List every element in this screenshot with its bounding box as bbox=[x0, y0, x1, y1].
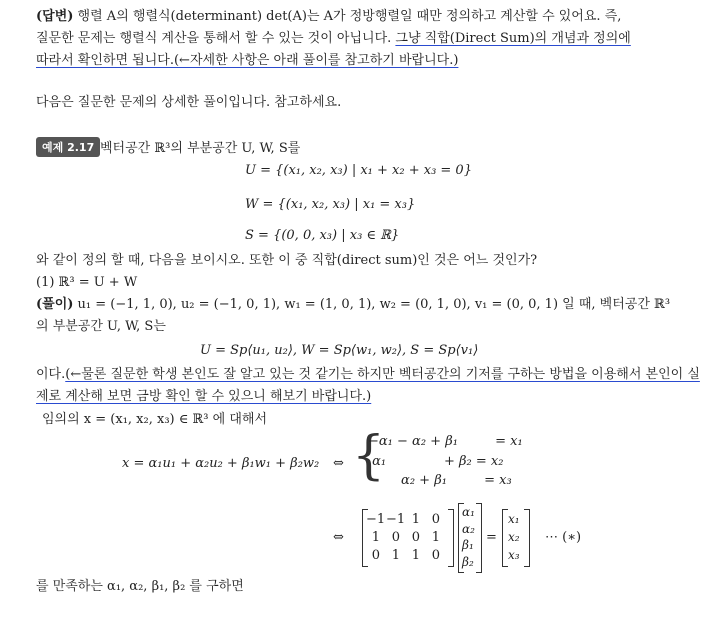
intro-line: 다음은 질문한 문제의 상세한 풀이입니다. 참고하세요. bbox=[36, 95, 342, 110]
unknown-vector-entry: β₁ bbox=[462, 538, 474, 552]
linear-combination: x = α₁u₁ + α₂u₂ + β₁w₁ + β₂w₂ bbox=[122, 456, 320, 471]
matrix-cell: 0 bbox=[431, 512, 440, 527]
iff-symbol-1: ⇔ bbox=[333, 456, 344, 471]
answer-underlined-3: 따라서 확인하면 됩니다. bbox=[36, 53, 174, 68]
matrix-cell: 0 bbox=[371, 548, 380, 563]
matrix-cell: 0 bbox=[391, 530, 400, 545]
equation-tag: ⋯ (∗) bbox=[545, 530, 582, 545]
system-brace: { bbox=[352, 426, 386, 486]
example-question: 와 같이 정의 할 때, 다음을 보이시오. 또한 이 중 직합(direct sum)인 것은 어느 것인가? bbox=[36, 253, 538, 268]
iff-symbol-2: ⇔ bbox=[333, 530, 344, 545]
answer-line-3 bbox=[36, 52, 458, 70]
answer-note: (←자세한 사항은 아래 풀이를 참고하기 바랍니다.) bbox=[173, 53, 459, 68]
span-equation: U = Sp⟨u₁, u₂⟩, W = Sp⟨w₁, w₂⟩, S = Sp⟨v₁⟩ bbox=[200, 343, 479, 358]
matrix-cell: 0 bbox=[411, 530, 420, 545]
solution-line-4 bbox=[36, 388, 371, 406]
system-eq-2: α₁ + β₂ = x₂ bbox=[368, 454, 504, 469]
solution-vectors: u₁ = (−1, 1, 0), u₂ = (−1, 0, 1), w₁ = (1, 0, 1), w₂ = (0, 1, 0), v₁ = (0, 0, 1) 일 때, 벡터공간 ℝ³ bbox=[73, 297, 671, 312]
question-1: (1) ℝ³ = U + W bbox=[36, 275, 138, 290]
answer-underlined-2: 그냥 직합(Direct Sum)의 개념과 정의에 bbox=[395, 31, 631, 46]
matrix-cell: −1 bbox=[366, 512, 386, 527]
equals-sign: = bbox=[486, 530, 497, 545]
set-W-definition: W = {(x₁, x₂, x₃) | x₁ = x₃} bbox=[245, 197, 416, 212]
unknown-vector-entry: β₂ bbox=[462, 554, 474, 569]
solution-line-1 bbox=[36, 296, 670, 314]
matrix-cell: 0 bbox=[431, 548, 440, 563]
set-U-definition: U = {(x₁, x₂, x₃) | x₁ + x₂ + x₃ = 0} bbox=[245, 163, 472, 178]
answer-line-2 bbox=[36, 30, 631, 48]
set-S-definition: S = {(0, 0, x₃) | x₃ ∈ ℝ} bbox=[245, 228, 400, 243]
unknown-vector-entry: α₁ bbox=[462, 505, 475, 519]
example-badge: 예제 2.17 bbox=[36, 137, 100, 157]
answer-text-2: 질문한 문제는 행렬식 계산을 통해서 할 수 있는 것이 아닙니다. bbox=[36, 31, 396, 46]
example-statement: 벡터공간 ℝ³의 부분공간 U, W, S를 bbox=[100, 141, 301, 156]
rhs-vector-entry: x₁ bbox=[508, 512, 520, 526]
matrix-cell: 1 bbox=[431, 530, 440, 545]
matrix-cell: 1 bbox=[411, 512, 420, 527]
answer-text-1: 행렬 A의 행렬식(determinant) det(A)는 A가 정방행렬일 때만 정의하고 계산할 수 있어요. 즉, bbox=[73, 9, 622, 24]
solution-note: (←물론 질문한 학생 본인도 잘 알고 있는 것 같기는 하지만 벡터공간의 기저를 구하는 방법을 이용해서 본인이 실 bbox=[65, 367, 700, 382]
solution-label: (풀이) bbox=[36, 297, 74, 312]
system-eq-3: α₂ + β₁ = x₃ bbox=[368, 473, 512, 488]
matrix-cell: 1 bbox=[371, 530, 380, 545]
matrix-cell: −1 bbox=[386, 512, 406, 527]
solution-line-3 bbox=[36, 366, 700, 384]
solution-line-2: 의 부분공간 U, W, S는 bbox=[36, 319, 166, 334]
unknown-vector-entry: α₂ bbox=[462, 521, 475, 536]
rhs-vector-entry: x₂ bbox=[508, 530, 520, 544]
answer-line-1 bbox=[36, 8, 621, 26]
matrix-cell: 1 bbox=[411, 548, 420, 563]
system-eq-1: −α₁ − α₂ + β₁ = x₁ bbox=[368, 434, 523, 449]
solution-line-5: 임의의 x = (x₁, x₂, x₃) ∈ ℝ³ 에 대해서 bbox=[42, 412, 267, 427]
rhs-vector-entry: x₃ bbox=[508, 548, 520, 562]
solution-note-cont: 제로 계산해 보면 금방 확인 할 수 있으니 해보기 바랍니다.) bbox=[36, 389, 372, 404]
final-line: 를 만족하는 α₁, α₂, β₁, β₂ 를 구하면 bbox=[36, 579, 244, 594]
solution-ida: 이다. bbox=[36, 367, 66, 382]
matrix-cell: 1 bbox=[391, 548, 400, 563]
answer-label: (답변) bbox=[36, 9, 74, 24]
